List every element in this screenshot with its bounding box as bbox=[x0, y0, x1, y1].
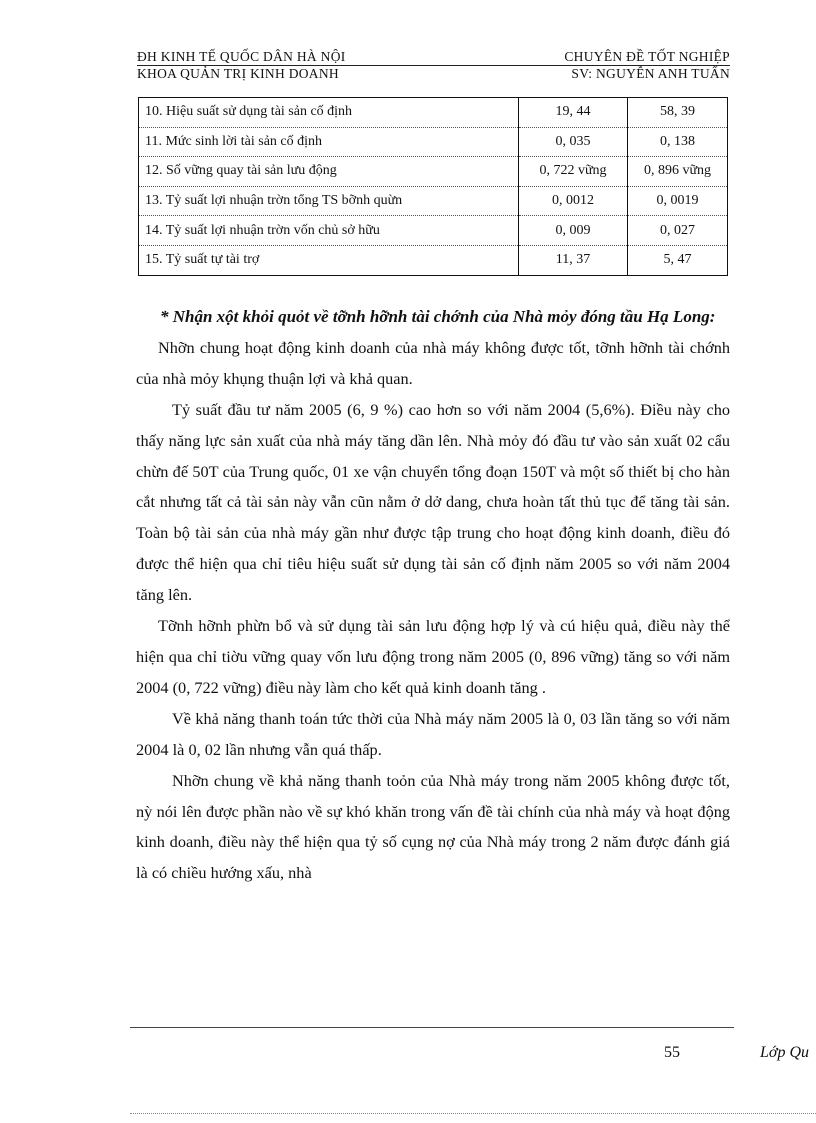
footer-divider bbox=[130, 1027, 734, 1028]
value-2005: 5, 47 bbox=[628, 245, 728, 275]
row-label: 11. Mức sinh lời tài sản cố định bbox=[139, 127, 519, 157]
value-2004: 0, 009 bbox=[519, 216, 628, 246]
table-row bbox=[139, 98, 728, 128]
header-student: SV: NGUYỄN ANH TUẤN bbox=[571, 66, 730, 81]
header-faculty: KHOA QUẢN TRỊ KINH DOANH bbox=[137, 66, 339, 81]
body-text bbox=[136, 302, 730, 889]
page-number: 55 bbox=[664, 1044, 680, 1061]
header-row-1 bbox=[137, 49, 730, 65]
footer-class-label: Lớp Qu bbox=[760, 1044, 809, 1061]
value-2005: 0, 027 bbox=[628, 216, 728, 246]
paragraph: Nhỡn chung về khả năng thanh toỏn của Nhà máy trong năm 2005 không được tốt, nỳ nói lên được phần nào về sự khó khăn trong vấn đề tài chính của nhà máy và hoạt động kinh doanh, điều này thể hiện qua tỷ số cụng nợ của Nhà máy trong 2 năm được đánh giá là có chiều hướng xấu, nhà bbox=[136, 770, 730, 883]
table-row bbox=[139, 186, 728, 216]
header-university: ĐH KINH TẾ QUỐC DÂN HÀ NỘI bbox=[137, 49, 346, 64]
header-row-2 bbox=[137, 66, 730, 82]
value-2004: 11, 37 bbox=[519, 245, 628, 275]
table-row bbox=[139, 216, 728, 246]
financial-ratios-table bbox=[138, 97, 728, 276]
paragraph: Tỡnh hỡnh phừn bổ và sử dụng tài sản lưu động hợp lý và cú hiệu quả, điều này thể hiện qua chỉ tiờu vững quay vốn lưu động trong năm 2005 (0, 896 vững) tăng so với năm 2004 (0, 722 vững) điều này làm cho kết quả kinh doanh tăng . bbox=[136, 616, 730, 697]
row-label: 12. Số vững quay tài sản lưu động bbox=[139, 157, 519, 187]
row-label: 10. Hiệu suất sử dụng tài sản cố định bbox=[139, 98, 519, 128]
value-2004: 19, 44 bbox=[519, 98, 628, 128]
value-2005: 0, 0019 bbox=[628, 186, 728, 216]
value-2005: 0, 896 vững bbox=[628, 157, 728, 187]
section-heading: * Nhận xột khỏi quỏt về tỡnh hỡnh tài chớnh của Nhà mỏy đóng tầu Hạ Long: bbox=[160, 307, 716, 326]
paragraph: Về khả năng thanh toán tức thời của Nhà máy năm 2005 là 0, 03 lần tăng so với năm 2004 là 0, 02 lần nhưng vẫn quá thấp. bbox=[136, 708, 730, 759]
row-label: 13. Tỷ suất lợi nhuận trờn tổng TS bỡnh quừn bbox=[139, 186, 519, 216]
table-row bbox=[139, 157, 728, 187]
table-row bbox=[139, 127, 728, 157]
paragraph: Nhỡn chung hoạt động kinh doanh của nhà máy không được tốt, tỡnh hỡnh tài chớnh của nhà mỏy khụng thuận lợi và khả quan. bbox=[136, 337, 730, 388]
value-2004: 0, 0012 bbox=[519, 186, 628, 216]
value-2005: 0, 138 bbox=[628, 127, 728, 157]
paragraph: Tỷ suất đầu tư năm 2005 (6, 9 %) cao hơn so với năm 2004 (5,6%). Điều này cho thấy năng lực sản xuất của nhà máy tăng dần lên. Nhà mỏy đó đầu tư vào sản xuất 02 cẩu chừn đế 50T của Trung quốc, 01 xe vận chuyển tổng đoạn 150T và một số thiết bị cho hàn cắt nhưng tất cả tài sản này vẫn cũn nằm ở dở dang, chưa hoàn tất thủ tục để tăng tài sản. Toàn bộ tài sản của nhà máy gần như được tập trung cho hoạt động kinh doanh, điều đó được thể hiện qua chỉ tiêu hiệu suất sử dụng tài sản cố định năm 2005 so với năm 2004 tăng lên. bbox=[136, 399, 730, 605]
value-2004: 0, 722 vững bbox=[519, 157, 628, 187]
value-2005: 58, 39 bbox=[628, 98, 728, 128]
value-2004: 0, 035 bbox=[519, 127, 628, 157]
row-label: 14. Tỷ suất lợi nhuận trờn vốn chủ sở hữu bbox=[139, 216, 519, 246]
row-label: 15. Tỷ suất tự tài trợ bbox=[139, 245, 519, 275]
table-row bbox=[139, 245, 728, 275]
page-bottom-rule bbox=[130, 1113, 816, 1114]
header-doc-type: CHUYÊN ĐỀ TỐT NGHIỆP bbox=[564, 49, 730, 64]
